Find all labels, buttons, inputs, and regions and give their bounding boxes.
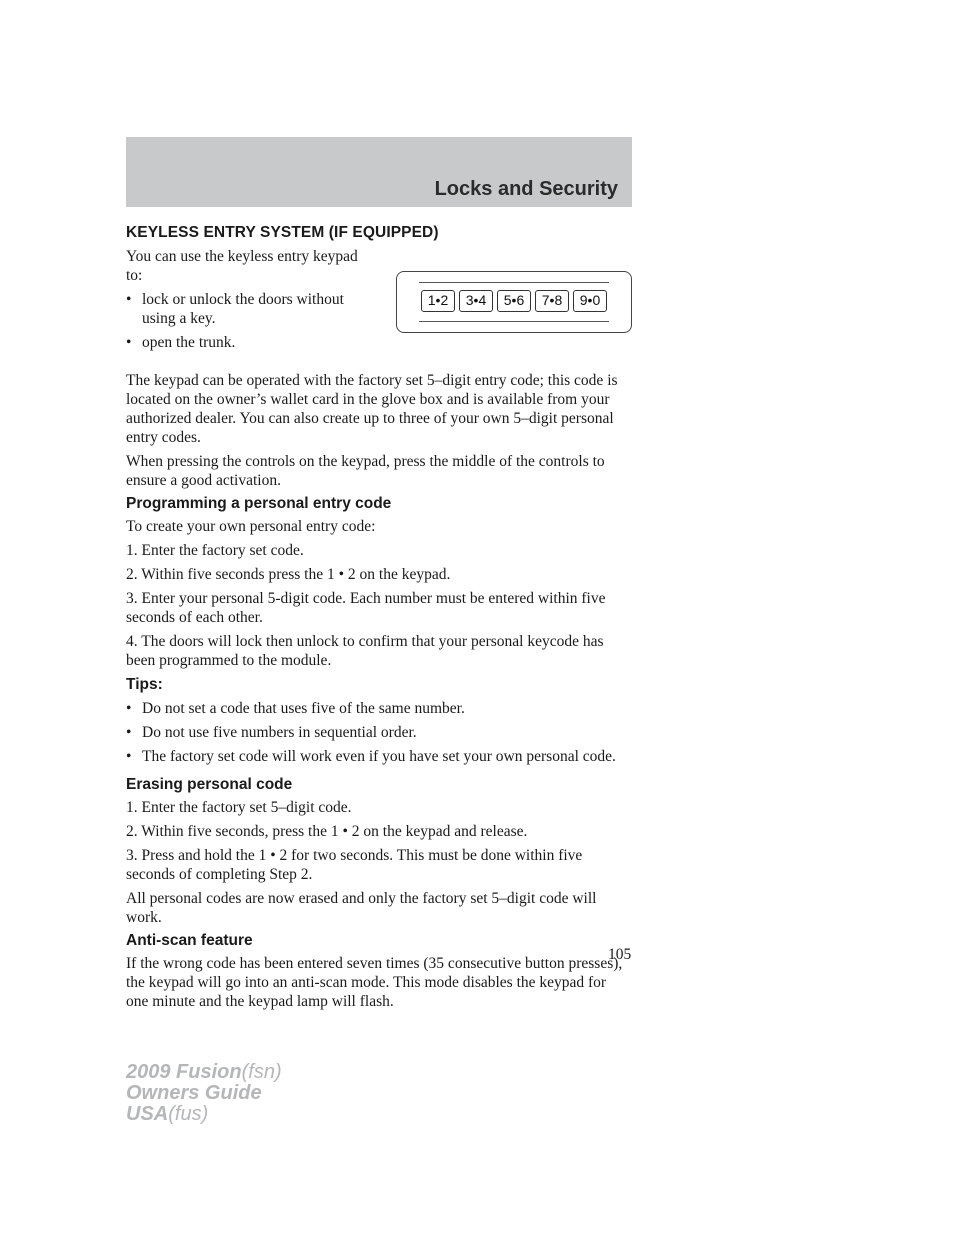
step: 4. The doors will lock then unlock to confirm that your personal keycode has been programmed to the module. bbox=[126, 633, 604, 669]
antiscan-heading: Anti-scan feature bbox=[126, 932, 253, 949]
step: 3. Press and hold the 1 • 2 for two seconds. This must be done within five seconds of completing Step 2. bbox=[126, 847, 583, 883]
antiscan-text: If the wrong code has been entered seven times (35 consecutive button presses), the keypad will go into an anti-scan mode. This mode disables the keypad for one minute and the keypad lamp will flash. bbox=[126, 955, 623, 1010]
bullet-icon: • bbox=[126, 700, 132, 717]
keypad-key-3-4: 3•4 bbox=[459, 290, 493, 312]
page-number: 105 bbox=[608, 946, 632, 963]
keypad-trim-line bbox=[419, 282, 609, 283]
step: 2. Within five seconds press the 1 • 2 on the keypad. bbox=[126, 566, 451, 583]
step: 3. Enter your personal 5-digit code. Each number must be entered within five seconds of each other. bbox=[126, 590, 606, 626]
keypad-key-1-2: 1•2 bbox=[421, 290, 455, 312]
bullet-icon: • bbox=[126, 724, 132, 741]
step: 1. Enter the factory set code. bbox=[126, 542, 304, 559]
erasing-note: All personal codes are now erased and only the factory set 5–digit code will work. bbox=[126, 890, 597, 926]
list-item: • The factory set code will work even if you have set your own personal code. bbox=[126, 748, 616, 765]
programming-intro: To create your own personal entry code: bbox=[126, 518, 376, 535]
section-header-band bbox=[126, 137, 632, 207]
paragraph: The keypad can be operated with the factory set 5–digit entry code; this code is located on the owner’s wallet card in the glove box and is available from your authorized dealer. You can also create up to three of your own 5–digit personal entry codes. bbox=[126, 372, 618, 446]
keypad-illustration bbox=[396, 271, 632, 333]
footer-imprint: 2009 Fusion(fsn) Owners Guide USA(fus) bbox=[126, 1061, 282, 1125]
tips-list bbox=[126, 699, 632, 766]
list-item: • Do not use five numbers in sequential order. bbox=[126, 724, 417, 741]
step: 2. Within five seconds, press the 1 • 2 on the keypad and release. bbox=[126, 823, 528, 840]
intro-block bbox=[126, 247, 632, 371]
main-heading: KEYLESS ENTRY SYSTEM (IF EQUIPPED) bbox=[126, 224, 439, 241]
keypad-key-9-0: 9•0 bbox=[573, 290, 607, 312]
step: 1. Enter the factory set 5–digit code. bbox=[126, 799, 352, 816]
intro-bullet-list bbox=[126, 290, 376, 352]
programming-heading: Programming a personal entry code bbox=[126, 495, 392, 512]
keypad-key-7-8: 7•8 bbox=[535, 290, 569, 312]
paragraph: When pressing the controls on the keypad, press the middle of the controls to ensure a good activation. bbox=[126, 453, 605, 489]
list-item: • Do not set a code that uses five of the same number. bbox=[126, 700, 465, 717]
list-item: • open the trunk. bbox=[126, 334, 236, 351]
section-title: Locks and Security bbox=[434, 178, 618, 200]
intro-text: You can use the keyless entry keypad to: bbox=[126, 248, 358, 284]
tips-label: Tips: bbox=[126, 676, 163, 693]
page-content bbox=[126, 224, 632, 1016]
erasing-heading: Erasing personal code bbox=[126, 776, 293, 793]
bullet-icon: • bbox=[126, 748, 132, 765]
bullet-icon: • bbox=[126, 291, 132, 308]
bullet-icon: • bbox=[126, 334, 132, 351]
keypad-trim-line bbox=[419, 321, 609, 322]
keypad-key-5-6: 5•6 bbox=[497, 290, 531, 312]
list-item: • lock or unlock the doors without using a key. bbox=[126, 291, 344, 327]
